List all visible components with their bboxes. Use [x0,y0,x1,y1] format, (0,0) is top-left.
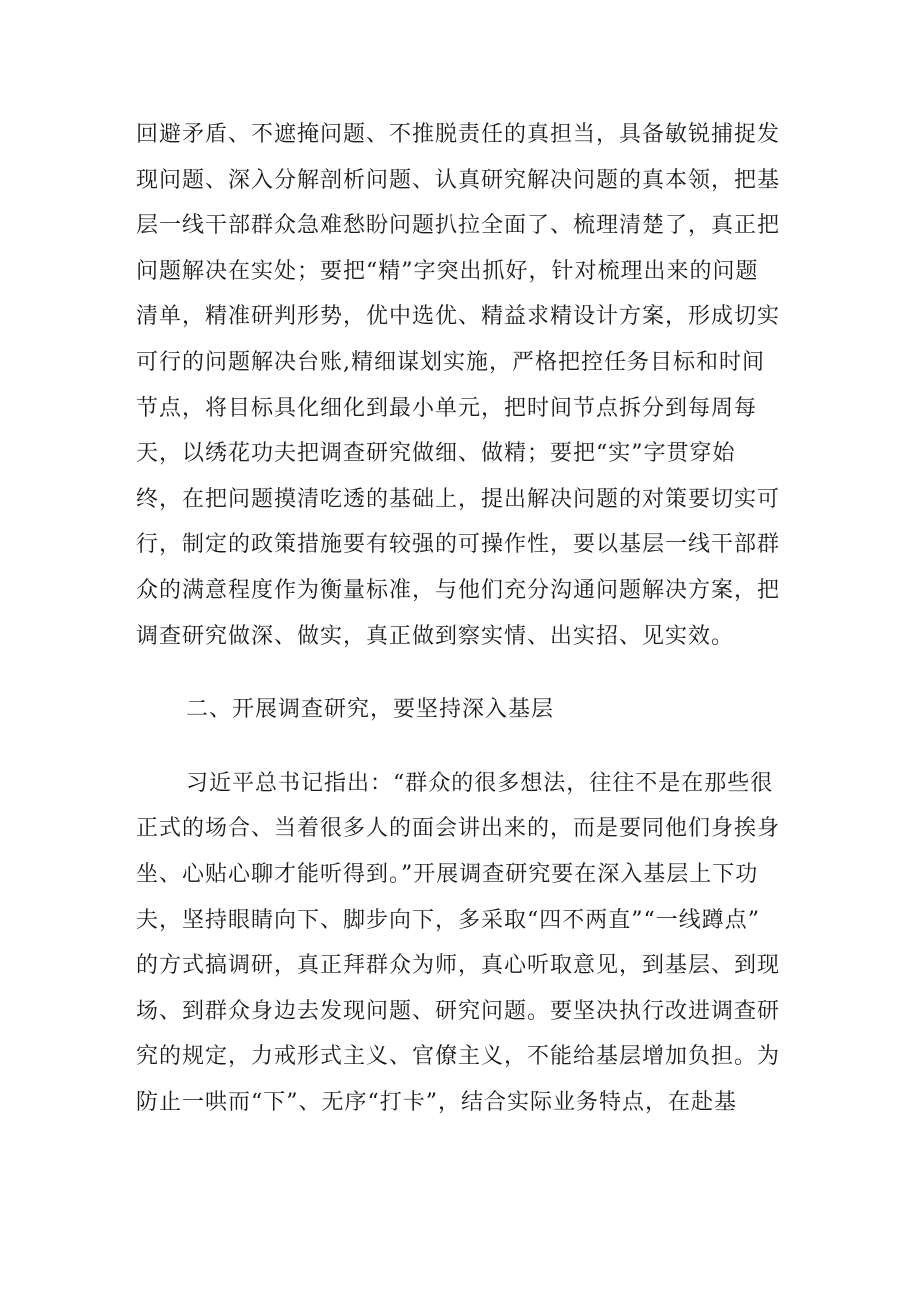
paragraph-line: 可行的问题解决台账,精细谋划实施，严格把控任务目标和时间 [136,349,765,375]
paragraph-line: 终，在把问题摸清吃透的基础上，提出解决问题的对策要切实可 [136,486,781,512]
paragraph-line: 调查研究做深、做实，真正做到察实情、出实招、见实效。 [136,623,735,649]
section-heading: 二、开展调查研究，要坚持深入基层 [186,697,555,723]
paragraph-2 [136,761,786,1126]
paragraph-line: 层一线干部群众急难愁盼问题扒拉全面了、梳理清楚了，真正把 [136,213,781,239]
paragraph-line: 节点，将目标具化细化到最小单元，把时间节点拆分到每周每 [136,395,758,421]
paragraph-line: 防止一哄而“下”、无序“打卡”，结合实际业务特点，在赴基 [136,1089,737,1115]
document-body [136,112,786,1125]
paragraph-line: 夫，坚持眼睛向下、脚步向下，多采取“四不两直”“一线蹲点” [136,907,760,933]
paragraph-line: 问题解决在实处；要把“精”字突出抓好，针对梳理出来的问题 [136,258,759,284]
paragraph-line: 回避矛盾、不遮掩问题、不推脱责任的真担当，具备敏锐捕捉发 [136,122,781,147]
paragraph-line: 现问题、深入分解剖析问题、认真研究解决问题的真本领，把基 [136,167,781,193]
paragraph-spacer [136,659,786,687]
paragraph-line: 究的规定，力戒形式主义、官僚主义，不能给基层增加负担。为 [136,1044,781,1070]
paragraph-spacer [136,733,786,761]
paragraph-line: 清单，精准研判形势，优中选优、精益求精设计方案，形成切实 [136,304,781,330]
paragraph-line: 场、到群众身边去发现问题、研究问题。要坚决执行改进调查研 [136,998,781,1024]
paragraph-line: 的方式搞调研，真正拜群众为师，真心听取意见，到基层、到现 [136,953,781,979]
paragraph-line: 众的满意程度作为衡量标准，与他们充分沟通问题解决方案，把 [136,577,781,603]
paragraph-1 [136,112,786,659]
paragraph-line: 习近平总书记指出：“群众的很多想法，往往不是在那些很 [186,770,774,796]
paragraph-line: 正式的场合、当着很多人的面会讲出来的，而是要同他们身挨身 [136,816,781,842]
paragraph-line: 行，制定的政策措施要有较强的可操作性，要以基层一线干部群 [136,532,781,558]
paragraph-line: 坐、心贴心聊才能听得到。”开展调查研究要在深入基层上下功 [136,861,759,887]
paragraph-line: 天，以绣花功夫把调查研究做细、做精；要把“实”字贯穿始 [136,441,736,467]
